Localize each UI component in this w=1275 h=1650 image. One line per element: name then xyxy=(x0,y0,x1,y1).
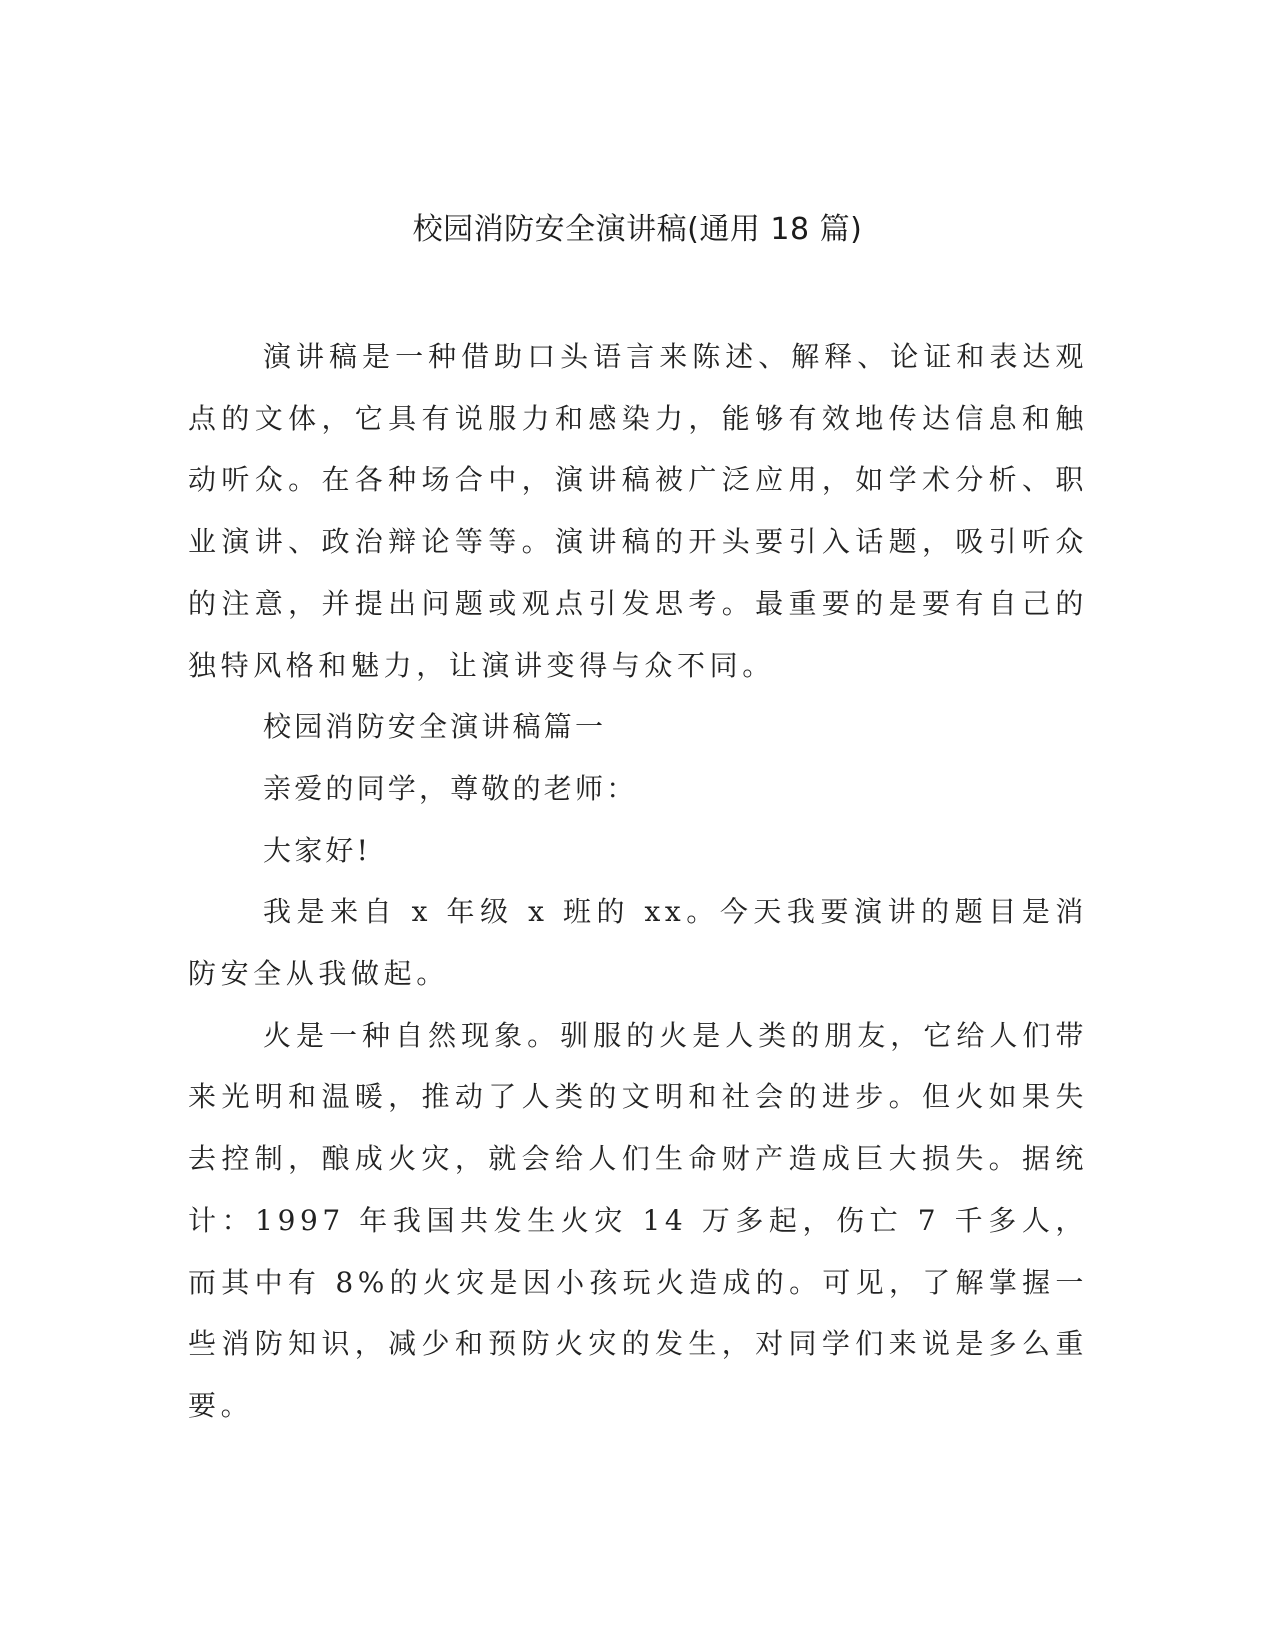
salutation: 亲爱的同学，尊敬的老师： xyxy=(263,771,638,805)
document-title: 校园消防安全演讲稿(通用 18 篇) xyxy=(412,212,863,247)
greeting: 大家好! xyxy=(263,833,372,867)
intro-paragraph: 演讲稿是一种借助口头语言来陈述、解释、论证和表达观点的文体，它具有说服力和感染力，能够有效地传达信息和触动听众。在各种场合中，演讲稿被广泛应用，如学术分析、职业演讲、政治辩论等等。演讲稿的开头要引入话题，吸引听众的注意，并提出问题或观点引发思考。最重要的是要有自己的独特风格和魅力，让演讲变得与众不同。 xyxy=(188,340,1088,682)
self-introduction-paragraph: 我是来自 x 年级 x 班的 xx。今天我要演讲的题目是消防安全从我做起。 xyxy=(188,895,1088,991)
section-heading: 校园消防安全演讲稿篇一 xyxy=(263,710,607,744)
document-body xyxy=(188,326,1088,1437)
fire-paragraph: 火是一种自然现象。驯服的火是人类的朋友，它给人们带来光明和温暖，推动了人类的文明和社会的进步。但火如果失去控制，酿成火灾，就会给人们生命财产造成巨大损失。据统计：1997 年我国共发生火灾 14 万多起，伤亡 7 千多人，而其中有 8%的火灾是因小孩玩火造成的。可见，了解掌握一些消防知识，减少和预防火灾的发生，对同学们来说是多么重要。 xyxy=(188,1018,1088,1422)
